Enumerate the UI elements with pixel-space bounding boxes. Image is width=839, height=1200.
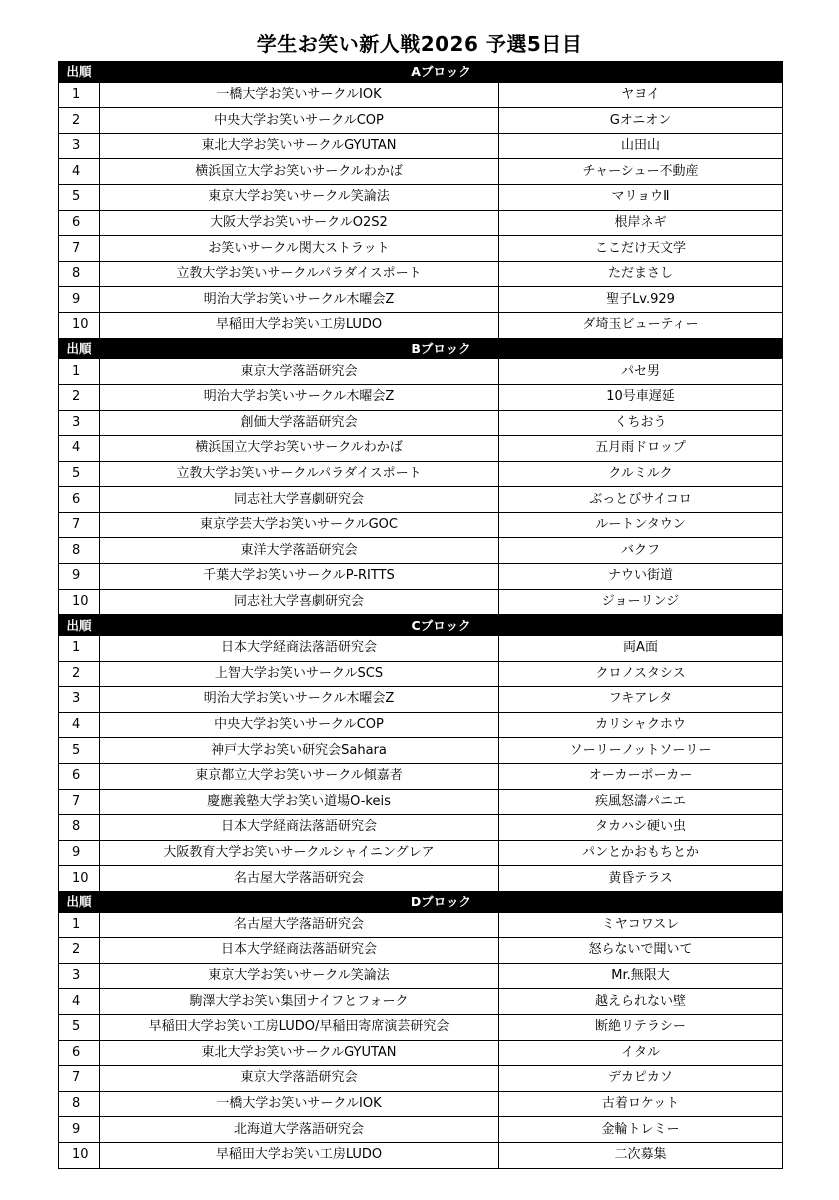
performer-name: ヤヨイ (499, 82, 783, 108)
block-label: Dブロック (100, 891, 783, 912)
team-name: 上智大学お笑いサークルSCS (100, 661, 499, 687)
block-label: Aブロック (100, 62, 783, 83)
performer-name: ジョーリンジ (499, 589, 783, 615)
performer-name: カリシャクホウ (499, 712, 783, 738)
performer-name: Mr.無限大 (499, 963, 783, 989)
table-row (59, 1117, 783, 1143)
lineup-table (58, 61, 783, 1169)
performance-order: 4 (59, 159, 100, 185)
performer-name: デカピカソ (499, 1066, 783, 1092)
team-name: 名古屋大学落語研究会 (100, 866, 499, 892)
performance-order: 10 (59, 1142, 100, 1168)
performance-order: 8 (59, 538, 100, 564)
performer-name: 二次募集 (499, 1142, 783, 1168)
team-name: 中央大学お笑いサークルCOP (100, 108, 499, 134)
performer-name: バクフ (499, 538, 783, 564)
table-row (59, 815, 783, 841)
team-name: お笑いサークル関大ストラット (100, 236, 499, 262)
table-row (59, 564, 783, 590)
table-row (59, 313, 783, 339)
performance-order: 4 (59, 436, 100, 462)
team-name: 横浜国立大学お笑いサークルわかば (100, 159, 499, 185)
performance-order: 2 (59, 384, 100, 410)
performer-name: くちおう (499, 410, 783, 436)
team-name: 神戸大学お笑い研究会Sahara (100, 738, 499, 764)
team-name: 北海道大学落語研究会 (100, 1117, 499, 1143)
team-name: 早稲田大学お笑い工房LUDO (100, 1142, 499, 1168)
performer-name: 聖子Lv.929 (499, 287, 783, 313)
performance-order: 3 (59, 133, 100, 159)
performance-order: 1 (59, 359, 100, 385)
table-row (59, 133, 783, 159)
table-row (59, 185, 783, 211)
performance-order: 6 (59, 763, 100, 789)
performer-name: 10号車遅延 (499, 384, 783, 410)
performance-order: 7 (59, 512, 100, 538)
table-row (59, 687, 783, 713)
performer-name: ナウい街道 (499, 564, 783, 590)
table-row (59, 1091, 783, 1117)
table-row (59, 963, 783, 989)
table-row (59, 866, 783, 892)
block-header (59, 615, 783, 636)
table-row (59, 1142, 783, 1168)
table-row (59, 108, 783, 134)
team-name: 大阪大学お笑いサークルO2S2 (100, 210, 499, 236)
performer-name: 黄昏テラス (499, 866, 783, 892)
performer-name: 古着ロケット (499, 1091, 783, 1117)
team-name: 明治大学お笑いサークル木曜会Z (100, 687, 499, 713)
table-row (59, 1066, 783, 1092)
team-name: 東京学芸大学お笑いサークルGOC (100, 512, 499, 538)
performer-name: フキアレタ (499, 687, 783, 713)
performance-order: 5 (59, 1014, 100, 1040)
performer-name: ミヤコワスレ (499, 912, 783, 938)
table-row (59, 840, 783, 866)
table-row (59, 712, 783, 738)
performance-order: 6 (59, 487, 100, 513)
performer-name: オーカーポーカー (499, 763, 783, 789)
team-name: 一橋大学お笑いサークルIOK (100, 1091, 499, 1117)
performance-order: 1 (59, 82, 100, 108)
performance-order: 5 (59, 461, 100, 487)
performer-name: 疾風怒濤パニエ (499, 789, 783, 815)
table-row (59, 738, 783, 764)
team-name: 一橋大学お笑いサークルIOK (100, 82, 499, 108)
team-name: 創価大学落語研究会 (100, 410, 499, 436)
table-row (59, 159, 783, 185)
team-name: 東洋大学落語研究会 (100, 538, 499, 564)
table-row (59, 989, 783, 1015)
block-label: Cブロック (100, 615, 783, 636)
performance-order: 10 (59, 866, 100, 892)
performer-name: パンとかおもちとか (499, 840, 783, 866)
performer-name: 五月雨ドロップ (499, 436, 783, 462)
performance-order: 10 (59, 313, 100, 339)
performer-name: 金輪トレミー (499, 1117, 783, 1143)
team-name: 東京大学お笑いサークル笑論法 (100, 185, 499, 211)
performance-order: 9 (59, 1117, 100, 1143)
performer-name: クロノスタシス (499, 661, 783, 687)
table-row (59, 436, 783, 462)
team-name: 立教大学お笑いサークルパラダイスポート (100, 261, 499, 287)
order-column-header: 出順 (59, 615, 100, 636)
table-row (59, 912, 783, 938)
performer-name: チャーシュー不動産 (499, 159, 783, 185)
team-name: 大阪教育大学お笑いサークルシャイニングレア (100, 840, 499, 866)
table-row (59, 410, 783, 436)
table-row (59, 461, 783, 487)
order-column-header: 出順 (59, 62, 100, 83)
performer-name: 根岸ネギ (499, 210, 783, 236)
performance-order: 8 (59, 1091, 100, 1117)
team-name: 東京大学お笑いサークル笑論法 (100, 963, 499, 989)
table-row (59, 359, 783, 385)
performance-order: 4 (59, 712, 100, 738)
team-name: 立教大学お笑いサークルパラダイスポート (100, 461, 499, 487)
team-name: 日本大学経商法落語研究会 (100, 938, 499, 964)
performance-order: 2 (59, 108, 100, 134)
performance-order: 1 (59, 912, 100, 938)
performance-order: 10 (59, 589, 100, 615)
performance-order: 1 (59, 635, 100, 661)
table-row (59, 287, 783, 313)
performance-order: 2 (59, 938, 100, 964)
performance-order: 9 (59, 564, 100, 590)
block-header (59, 338, 783, 359)
table-row (59, 1040, 783, 1066)
team-name: 東京大学落語研究会 (100, 1066, 499, 1092)
performer-name: 怒らないで聞いて (499, 938, 783, 964)
performer-name: タカハシ硬い虫 (499, 815, 783, 841)
team-name: 早稲田大学お笑い工房LUDO (100, 313, 499, 339)
performance-order: 6 (59, 210, 100, 236)
performer-name: マリョウⅡ (499, 185, 783, 211)
performer-name: ただまさし (499, 261, 783, 287)
team-name: 早稲田大学お笑い工房LUDO/早稲田寄席演芸研究会 (100, 1014, 499, 1040)
team-name: 千葉大学お笑いサークルP-RITTS (100, 564, 499, 590)
table-row (59, 82, 783, 108)
team-name: 明治大学お笑いサークル木曜会Z (100, 287, 499, 313)
performer-name: ソーリーノットソーリー (499, 738, 783, 764)
performer-name: 断絶リテラシー (499, 1014, 783, 1040)
performer-name: 山田山 (499, 133, 783, 159)
performance-order: 5 (59, 738, 100, 764)
performance-order: 7 (59, 1066, 100, 1092)
performance-order: 7 (59, 236, 100, 262)
table-row (59, 236, 783, 262)
performer-name: ダ埼玉ビューティー (499, 313, 783, 339)
order-column-header: 出順 (59, 891, 100, 912)
team-name: 慶應義塾大学お笑い道場O-keis (100, 789, 499, 815)
order-column-header: 出順 (59, 338, 100, 359)
performer-name: ルートンタウン (499, 512, 783, 538)
team-name: 中央大学お笑いサークルCOP (100, 712, 499, 738)
page-title: 学生お笑い新人戦2026 予選5日目 (256, 32, 583, 56)
table-row (59, 789, 783, 815)
performance-order: 3 (59, 410, 100, 436)
team-name: 東北大学お笑いサークルGYUTAN (100, 1040, 499, 1066)
performance-order: 6 (59, 1040, 100, 1066)
table-row (59, 384, 783, 410)
table-row (59, 512, 783, 538)
table-row (59, 1014, 783, 1040)
team-name: 東京大学落語研究会 (100, 359, 499, 385)
team-name: 東京都立大学お笑いサークル傾嘉者 (100, 763, 499, 789)
performance-order: 9 (59, 287, 100, 313)
team-name: 駒澤大学お笑い集団ナイフとフォーク (100, 989, 499, 1015)
performance-order: 5 (59, 185, 100, 211)
performer-name: ぶっとびサイコロ (499, 487, 783, 513)
performance-order: 3 (59, 687, 100, 713)
table-row (59, 210, 783, 236)
performer-name: イタル (499, 1040, 783, 1066)
table-row (59, 538, 783, 564)
table-row (59, 589, 783, 615)
table-row (59, 261, 783, 287)
performer-name: パセ男 (499, 359, 783, 385)
block-label: Bブロック (100, 338, 783, 359)
table-row (59, 635, 783, 661)
performance-order: 4 (59, 989, 100, 1015)
table-row (59, 938, 783, 964)
table-row (59, 487, 783, 513)
table-row (59, 763, 783, 789)
performance-order: 2 (59, 661, 100, 687)
performance-order: 8 (59, 261, 100, 287)
team-name: 名古屋大学落語研究会 (100, 912, 499, 938)
block-header (59, 891, 783, 912)
team-name: 日本大学経商法落語研究会 (100, 815, 499, 841)
performance-order: 8 (59, 815, 100, 841)
performer-name: 越えられない壁 (499, 989, 783, 1015)
performance-order: 3 (59, 963, 100, 989)
block-header (59, 62, 783, 83)
performance-order: 7 (59, 789, 100, 815)
performer-name: クルミルク (499, 461, 783, 487)
team-name: 東北大学お笑いサークルGYUTAN (100, 133, 499, 159)
lineup-table-body (59, 62, 783, 1169)
team-name: 同志社大学喜劇研究会 (100, 589, 499, 615)
team-name: 日本大学経商法落語研究会 (100, 635, 499, 661)
performer-name: ここだけ天文学 (499, 236, 783, 262)
team-name: 明治大学お笑いサークル木曜会Z (100, 384, 499, 410)
performer-name: 両A面 (499, 635, 783, 661)
performer-name: Gオニオン (499, 108, 783, 134)
table-row (59, 661, 783, 687)
team-name: 同志社大学喜劇研究会 (100, 487, 499, 513)
performance-order: 9 (59, 840, 100, 866)
team-name: 横浜国立大学お笑いサークルわかば (100, 436, 499, 462)
